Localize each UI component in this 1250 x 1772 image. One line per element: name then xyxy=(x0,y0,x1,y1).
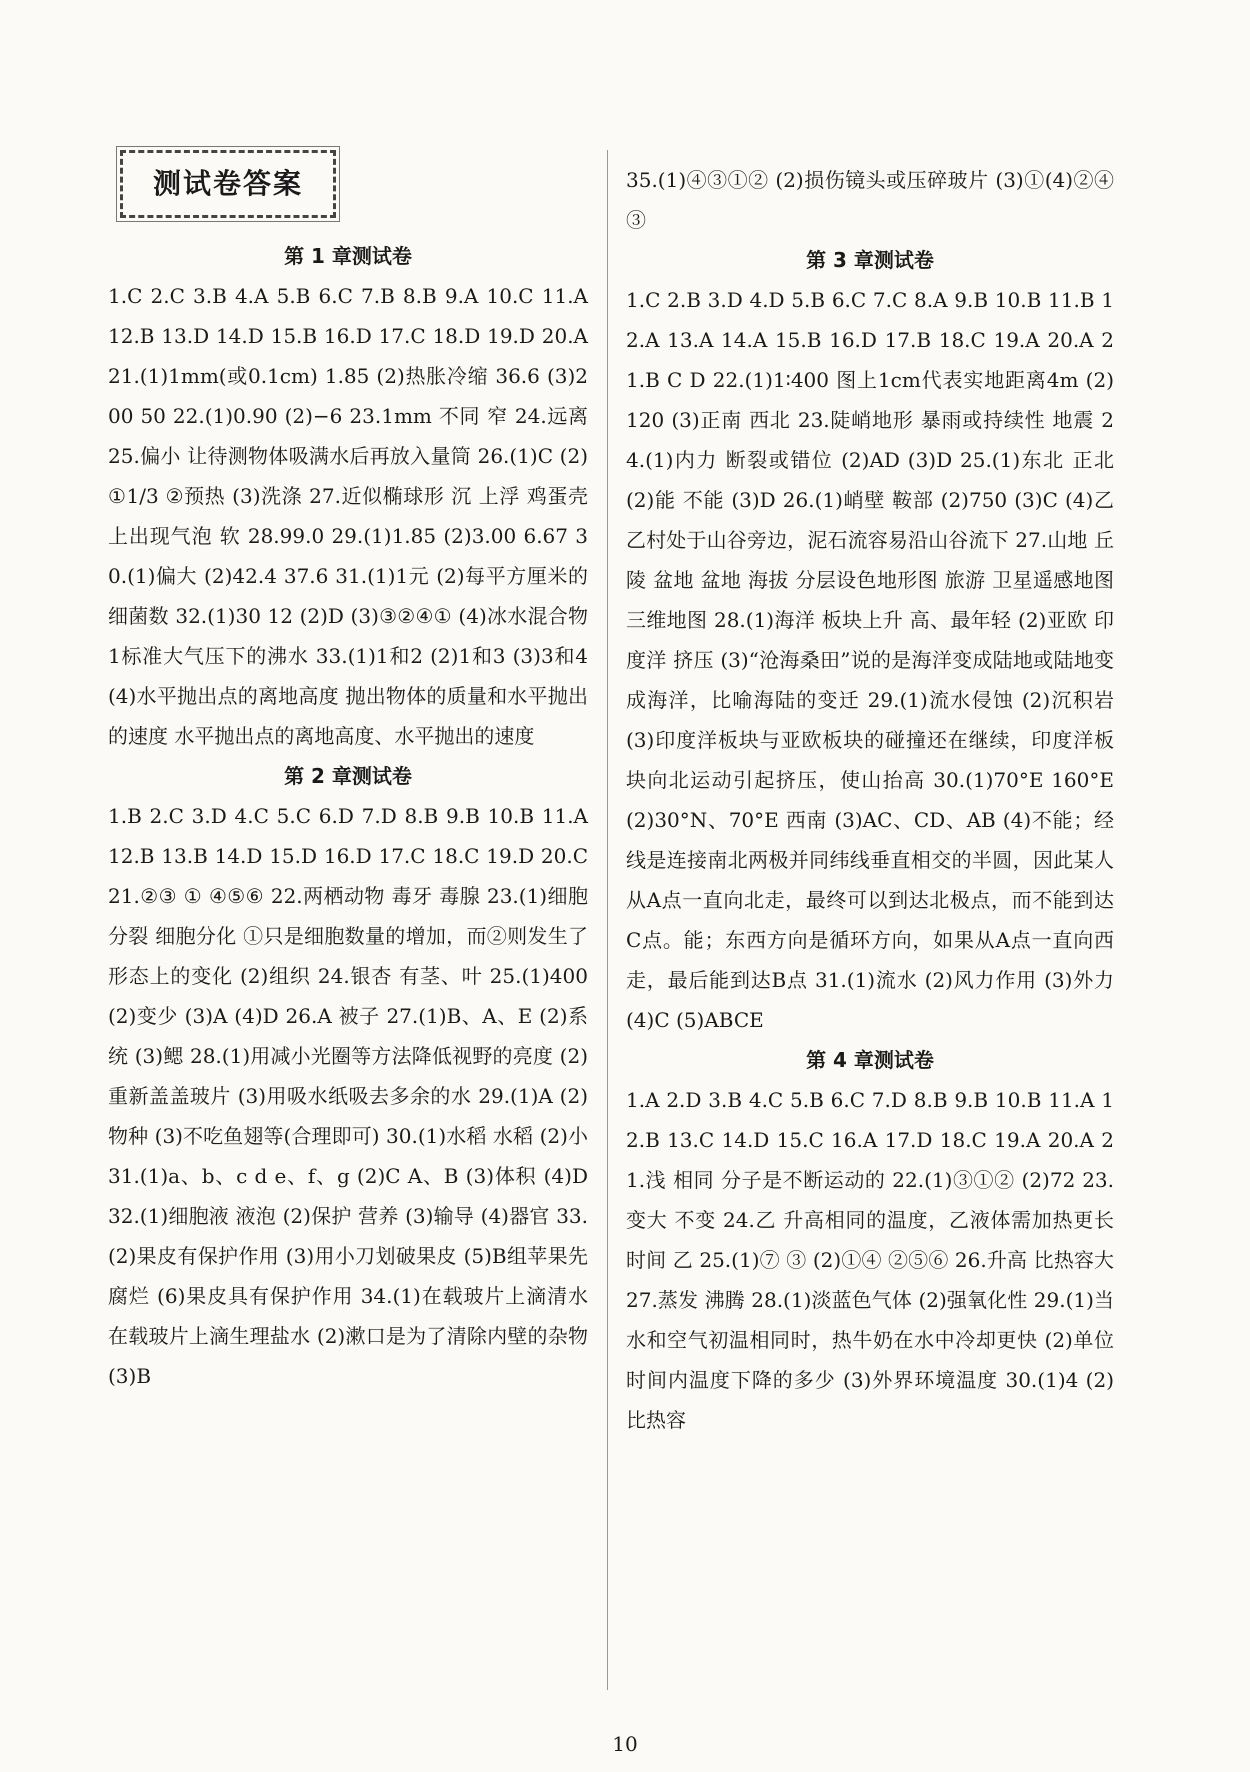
answer-block: 1.C 2.B 3.D 4.D 5.B 6.C 7.C 8.A 9.B 10.B 11.B 12.A 13.A 14.A 15.B 16.D 17.B 18.C 19.A 20.A 21.B C D 22.(1)1∶400 图上1cm代表实地距离4m (2)120 (3)正南 西北 23.陡峭地形 暴雨或持续性 地震 24.(1)内力 断裂或错位 (2)AD (3)D 25.(1)东北 正北 (2)能 不能 (3)D 26.(1)峭壁 鞍部 (2)750 (3)C (4)乙 乙村处于山谷旁边，泥石流容易沿山谷流下 27.山地 丘陵 盆地 盆地 海拔 分层设色地形图 旅游 卫星遥感地图 三维地图 28.(1)海洋 板块上升 高、最年轻 (2)亚欧 印度洋 挤压 (3)“沧海桑田”说的是海洋变成陆地或陆地变成海洋，比喻海陆的变迁 29.(1)流水侵蚀 (2)沉积岩 (3)印度洋板块与亚欧板块的碰撞还在继续，印度洋板块向北运动引起挤压，使山抬高 30.(1)70°E 160°E (2)30°N、70°E 西南 (3)AC、CD、AB (4)不能；经线是连接南北两极并同纬线垂直相交的半圆，因此某人从A点一直向北走，最终可以到达北极点，而不能到达C点。能；东西方向是循环方向，如果从A点一直向西走，最后能到达B点 31.(1)流水 (2)风力作用 (3)外力 (4)C (5)ABCE xyxy=(626,288,1114,1032)
column-divider xyxy=(607,150,608,1690)
section-title: 第 1 章测试卷 xyxy=(284,244,412,268)
page-title: 测试卷答案 xyxy=(120,150,336,218)
answer-block: 1.B 2.C 3.D 4.C 5.C 6.D 7.D 8.B 9.B 10.B 11.A 12.B 13.B 14.D 15.D 16.D 17.C 18.C 19.D 20.C 21.②③ ① ④⑤⑥ 22.两栖动物 毒牙 毒腺 23.(1)细胞分裂 细胞分化 ①只是细胞数量的增加，而②则发生了形态上的变化 (2)组织 24.银杏 有茎、叶 25.(1)400 (2)变少 (3)A (4)D 26.A 被子 27.(1)B、A、E (2)系统 (3)鳃 28.(1)用减小光圈等方法降低视野的亮度 (2)重新盖盖玻片 (3)用吸水纸吸去多余的水 29.(1)A (2)物种 (3)不吃鱼翅等(合理即可) 30.(1)水稻 水稻 (2)小 31.(1)a、b、c d e、f、g (2)C A、B (3)体积 (4)D 32.(1)细胞液 液泡 (2)保护 营养 (3)输导 (4)器官 33.(2)果皮有保护作用 (3)用小刀划破果皮 (5)B组苹果先腐烂 (6)果皮具有保护作用 34.(1)在载玻片上滴清水 在载玻片上滴生理盐水 (2)漱口是为了清除内壁的杂物 (3)B xyxy=(108,804,588,1388)
section-title: 第 4 章测试卷 xyxy=(806,1048,934,1072)
answer-block: 1.A 2.D 3.B 4.C 5.B 6.C 7.D 8.B 9.B 10.B 11.A 12.B 13.C 14.D 15.C 16.A 17.D 18.C 19.A 20.A 21.浅 相同 分子是不断运动的 22.(1)③①② (2)72 23.变大 不变 24.乙 升高相同的温度，乙液体需加热更长时间 乙 25.(1)⑦ ③ (2)①④ ②⑤⑥ 26.升高 比热容大 27.蒸发 沸腾 28.(1)淡蓝色气体 (2)强氧化性 29.(1)当水和空气初温相同时，热牛奶在水中冷却更快 (2)单位时间内温度下降的多少 (3)外界环境温度 30.(1)4 (2)比热容 xyxy=(626,1088,1114,1432)
answer-block: 35.(1)④③①② (2)损伤镜头或压碎玻片 (3)①(4)②④③ xyxy=(626,168,1114,232)
page-number: 10 xyxy=(612,1732,638,1756)
right-column xyxy=(626,160,1114,1440)
section-title: 第 2 章测试卷 xyxy=(284,764,412,788)
left-column xyxy=(108,150,588,1396)
section-title: 第 3 章测试卷 xyxy=(806,248,934,272)
answer-block: 1.C 2.C 3.B 4.A 5.B 6.C 7.B 8.B 9.A 10.C 11.A 12.B 13.D 14.D 15.B 16.D 17.C 18.D 19.D 20.A 21.(1)1mm(或0.1cm) 1.85 (2)热胀冷缩 36.6 (3)200 50 22.(1)0.90 (2)−6 23.1mm 不同 窄 24.远离 25.偏小 让待测物体吸满水后再放入量筒 26.(1)C (2)①1/3 ②预热 (3)洗涤 27.近似椭球形 沉 上浮 鸡蛋壳上出现气泡 软 28.99.0 29.(1)1.85 (2)3.00 6.67 30.(1)偏大 (2)42.4 37.6 31.(1)1元 (2)每平方厘米的细菌数 32.(1)30 12 (2)D (3)③②④① (4)冰水混合物 1标准大气压下的沸水 33.(1)1和2 (2)1和3 (3)3和4 (4)水平抛出点的离地高度 抛出物体的质量和水平抛出的速度 水平抛出点的离地高度、水平抛出的速度 xyxy=(108,284,588,748)
